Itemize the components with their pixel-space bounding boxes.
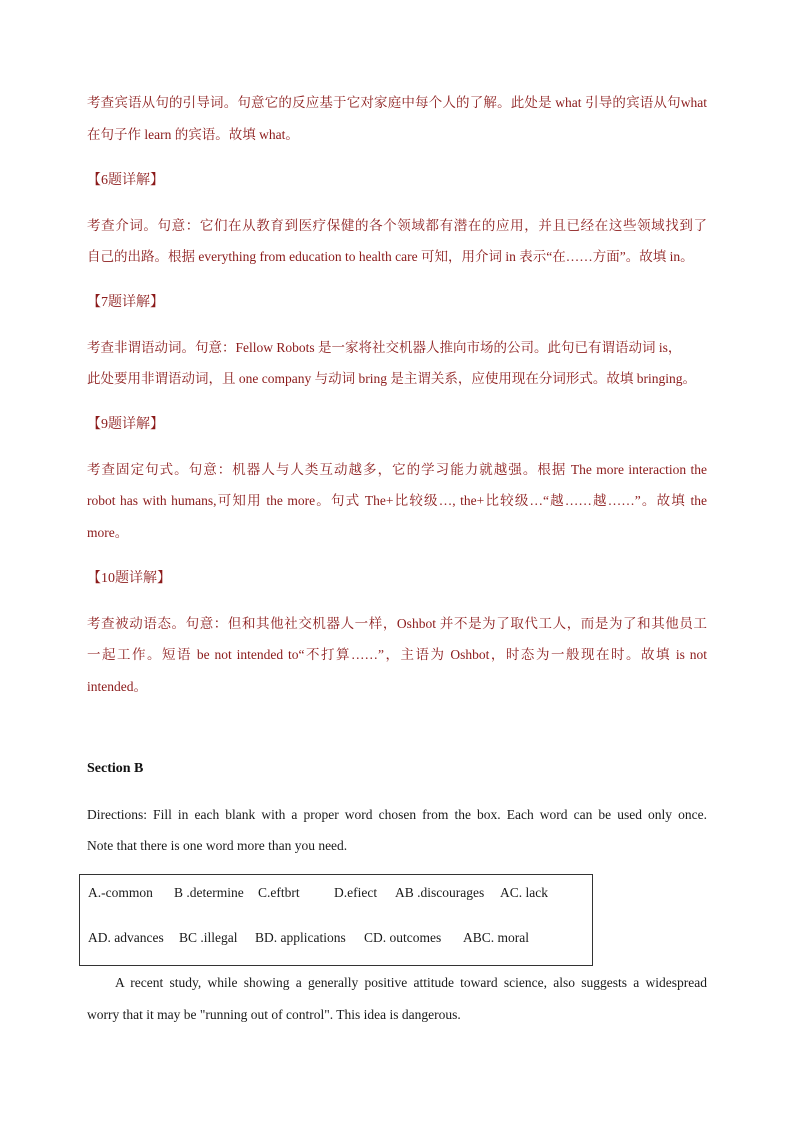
option-cd: CD. outcomes (364, 930, 442, 945)
q7-explanation-line2: 此处要用非谓语动词，且 one company 与动词 bring 是主谓关系，应使用现在分词形式。故填 bringing。 (87, 371, 696, 386)
q6-heading: 【6题详解】 (87, 173, 164, 188)
q7-explanation-line1: 考查非谓语动词。句意：Fellow Robots 是一家将社交机器人推向市场的公司。此句已有谓语动词 is， (87, 340, 682, 355)
q6-explanation-line2: 自己的出路。根据 everything from education to health care 可知，用介词 in 表示“在……方面”。故填 in。 (87, 249, 694, 264)
passage-line2: worry that it may be "running out of control". This idea is dangerous. (87, 1007, 461, 1022)
q10-explanation-line2: 一起工作。短语 be not intended to“不打算……”，主语为 Oshbot，时态为一般现在时。故填 is not (87, 647, 707, 662)
option-d: D.efiect (334, 885, 378, 900)
section-b-directions-line2: Note that there is one word more than you need. (87, 838, 348, 853)
section-b-title: Section B (87, 761, 144, 776)
option-a: A.-common (88, 885, 153, 900)
q9-explanation-line2: robot has with humans,可知用 the more。句式 The+比较级…, the+比较级…“越……越……”。故填 the (87, 493, 707, 508)
q7-heading: 【7题详解】 (87, 295, 164, 310)
q5-explanation-line2: 在句子作 learn 的宾语。故填 what。 (87, 127, 299, 142)
q5-explanation-line1: 考查宾语从句的引导词。句意它的反应基于它对家庭中每个人的了解。此处是 what 引导的宾语从句what (87, 95, 707, 110)
option-abc: ABC. moral (463, 930, 529, 945)
option-ab: AB .discourages (395, 885, 485, 900)
q6-explanation-line1: 考查介词。句意：它们在从教育到医疗保健的各个领域都有潜在的应用，并且已经在这些领域找到了 (87, 218, 707, 233)
word-box (79, 874, 593, 966)
q10-heading: 【10题详解】 (87, 571, 171, 586)
q9-explanation-line1: 考查固定句式。句意：机器人与人类互动越多，它的学习能力就越强。根据 The more interaction the (87, 462, 707, 477)
section-b-directions-line1: Directions: Fill in each blank with a proper word chosen from the box. Each word can be used only once. (87, 807, 707, 822)
option-bd: BD. applications (255, 930, 346, 945)
option-ad: AD. advances (88, 930, 164, 945)
q10-explanation-line1: 考查被动语态。句意：但和其他社交机器人一样，Oshbot 并不是为了取代工人，而是为了和其他员工 (87, 616, 707, 631)
option-ac: AC. lack (500, 885, 548, 900)
option-c: C.eftbrt (258, 885, 300, 900)
option-bc: BC .illegal (179, 930, 238, 945)
q10-explanation-line3: intended。 (87, 679, 147, 694)
q9-explanation-line3: more。 (87, 525, 129, 540)
passage-line1: A recent study, while showing a generally positive attitude toward science, also suggests a widespread (115, 975, 707, 990)
q9-heading: 【9题详解】 (87, 417, 164, 432)
option-b: B .determine (174, 885, 244, 900)
